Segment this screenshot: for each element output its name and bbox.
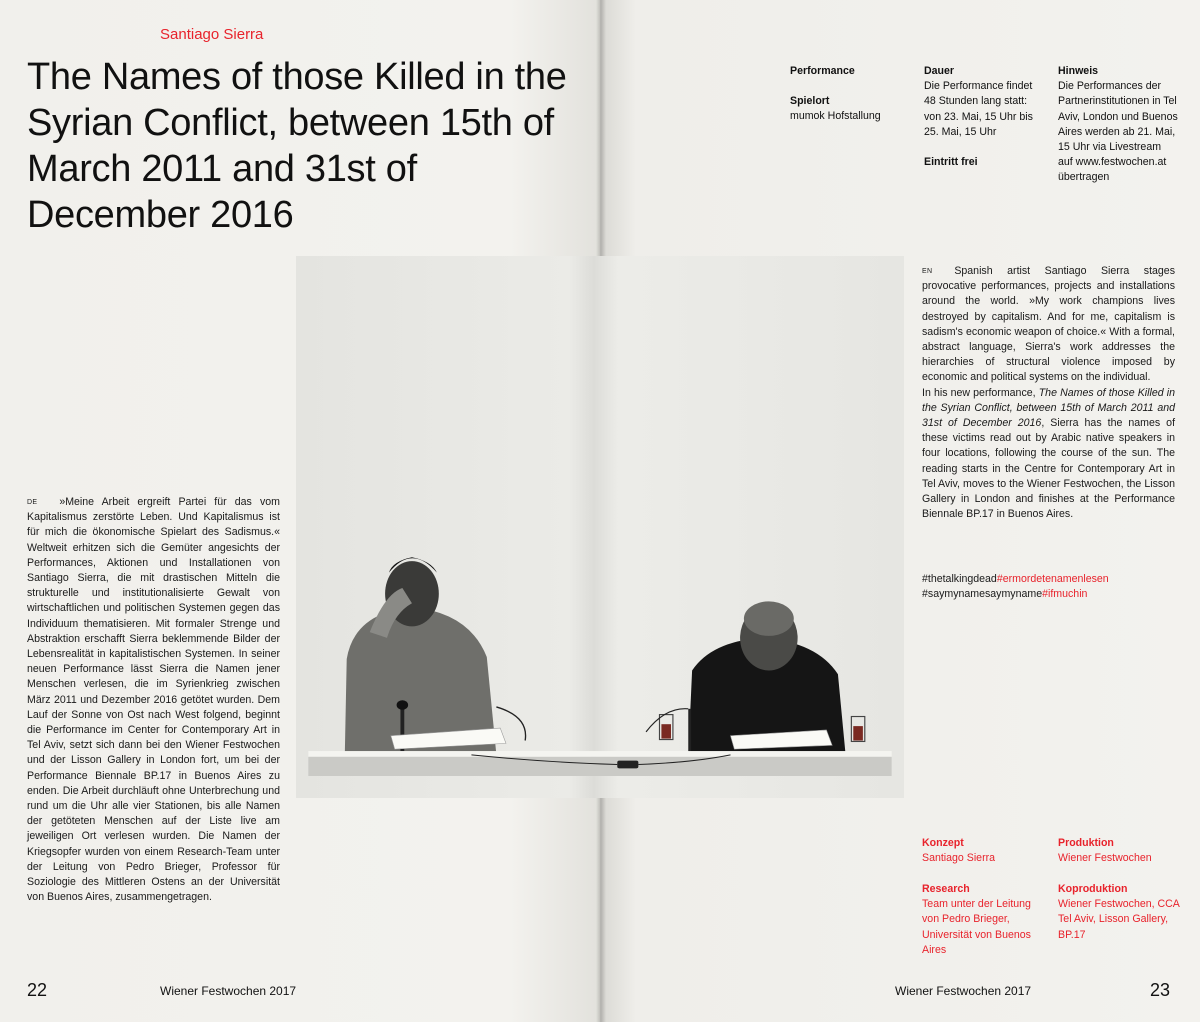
page-number-left: 22 bbox=[27, 980, 48, 1000]
credit-koproduktion bbox=[1058, 882, 1184, 943]
konzept-value: Santiago Sierra bbox=[922, 852, 996, 865]
page-number-right: 23 bbox=[1150, 980, 1171, 1000]
english-paragraph-1: Spanish artist Santiago Sierra stages provocative performances, projects and installations around the world. »My work champions lives destroyed by capitalism. And for me, capitalism is sadism's economic weapon of choice.« With a formal, abstract language, Sierra's work addresses the hierarchies of structural violence imposed by economic and political systems on the individual. bbox=[922, 265, 1175, 384]
lang-tag-de: DE bbox=[27, 499, 38, 506]
german-text bbox=[27, 495, 280, 905]
right-reader-figure bbox=[646, 601, 865, 755]
venue-value: mumok Hofstallung bbox=[790, 110, 881, 123]
research-label: Research bbox=[922, 883, 970, 895]
photo-scene bbox=[296, 256, 904, 776]
info-col-note bbox=[1058, 64, 1178, 186]
duration-value: Die Performance findet 48 Stunden lang statt: von 23. Mai, 15 Uhr bis 25. Mai, 15 Uhr bbox=[924, 80, 1033, 138]
venue-label: Spielort bbox=[790, 95, 830, 108]
german-body: »Meine Arbeit ergreift Partei für das vom Kapitalismus zerstörte Leben. Und Kapitalismus ist für mich die ökonomische Spielart des Sadismus.« Weltweit erhitzen sich die Gemüter angesichts der Performances, Aktionen und Installationen von Santiago Sierra, die mit drastischen Mitteln die strukturelle und institutionalisierte Gewalt von wirtschaftlichen und politischen Systemen gegen das Individuum thematisieren. Mit formaler Strenge und Abstraktion erschafft Sierra beklemmende Bilder der Lebensrealität in kapitalistischen Systemen. In seiner neuen Performance lässt Sierra die Namen jener Menschen verlesen, die im Syrienkrieg zwischen März 2011 und Dezember 2016 getötet wurden. Dem Lauf der Sonne von Ost nach West folgend, beginnt die Performance im Center for Contemporary Art in Tel Aviv, setzt sich dann bei den Wiener Festwochen und der Lisson Gallery in London fort, um bei der Performance Biennale BP.17 in Buenos Aires zu enden. Die Arbeit durchläuft ohne Unterbrechung und rund um die Uhr alle vier Stationen, bis alle Namen der getöteten Menschen auf der Liste live am jeweiligen Ort verlesen wurden. Die Namen der Kriegsopfer wurden von einem Research-Team unter der Leitung von Pedro Brieger, Professor für Soziologie des Mittleren Ostens an der Universität von Buenos Aires, zusammengetragen. bbox=[27, 496, 280, 904]
credit-konzept bbox=[922, 836, 1042, 866]
duration-label: Dauer bbox=[924, 65, 955, 77]
publication-name-left: Wiener Festwochen 2017 bbox=[160, 984, 297, 998]
hashtag-4[interactable]: #ifmuchin bbox=[1042, 588, 1088, 601]
hashtag-3[interactable]: #saymynamesaymyname bbox=[922, 588, 1043, 601]
note-label: Hinweis bbox=[1058, 65, 1099, 77]
english-p2-work-title: The Names of those Killed in the Syrian Conflict, between 15th of March 2011 and 31st of December 2016 bbox=[922, 386, 1176, 430]
english-p2-intro: In his new performance, bbox=[922, 386, 1039, 399]
hashtag-1[interactable]: #thetalkingdead bbox=[922, 573, 997, 585]
koproduktion-label: Koproduktion bbox=[1058, 883, 1128, 895]
credit-produktion bbox=[1058, 836, 1184, 866]
performance-title: The Names of those Killed in the Syrian Conflict, between 15th of March 2011 and 31st of December 2016 bbox=[27, 56, 567, 236]
koproduktion-value: Wiener Festwochen, CCA Tel Aviv, Lisson Gallery, BP.17 bbox=[1058, 898, 1180, 941]
info-col-duration bbox=[924, 64, 1040, 170]
artist-name: Santiago Sierra bbox=[160, 26, 264, 43]
research-value: Team unter der Leitung von Pedro Brieger, Universität von Buenos Aires bbox=[922, 898, 1031, 956]
admission-label: Eintritt frei bbox=[924, 156, 978, 169]
info-col-performance bbox=[790, 64, 910, 125]
konzept-label: Konzept bbox=[922, 837, 964, 849]
hashtags bbox=[922, 572, 1182, 602]
english-text bbox=[922, 264, 1175, 522]
credit-research bbox=[922, 882, 1042, 958]
produktion-value: Wiener Festwochen bbox=[1058, 852, 1152, 865]
lang-tag-en: EN bbox=[922, 268, 933, 275]
note-value: Die Performances der Partnerinstitutionen in Tel Aviv, London und Buenos Aires werden ab 21. Mai, 15 Uhr via Livestream auf www.festwochen.at übertragen bbox=[1058, 80, 1178, 184]
left-reader-figure bbox=[345, 557, 526, 755]
produktion-label: Produktion bbox=[1058, 837, 1114, 849]
publication-name-right: Wiener Festwochen 2017 bbox=[895, 984, 1032, 998]
performance-photo bbox=[296, 256, 904, 798]
performance-label: Performance bbox=[790, 65, 855, 77]
english-p2-body: , Sierra has the names of these victims read out by Arabic native speakers in four locations, following the course of the sun. The reading starts in the Centre for Contemporary Art in Tel Aviv, moves to the Wiener Festwochen, the Lisson Gallery in London and finishes at the Performance Biennale BP.17 in Buenos Aires. bbox=[922, 417, 1176, 521]
hashtag-2[interactable]: #ermordetenamenlesen bbox=[996, 573, 1109, 585]
